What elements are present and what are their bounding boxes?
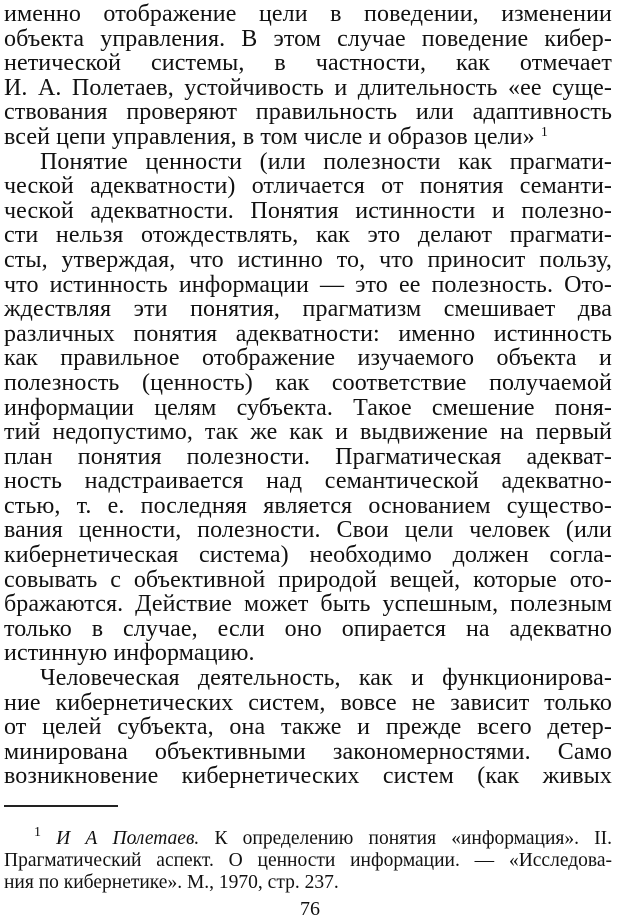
- text-line-content: что истинность информации — это ее полезность. Ото-: [4, 271, 612, 298]
- text-line-content: Человеческая деятельность, как и функционирова-: [40, 665, 612, 692]
- footnote-separator: [4, 805, 118, 807]
- footnote-line: Прагматический аспект. О ценности информации. — «Исследова-: [4, 850, 612, 871]
- text-line: [4, 346, 612, 371]
- text-line-content: информации целям субъекта. Такое смешение поня-: [4, 394, 612, 421]
- text-line-content: минирована объективными закономерностями. Само: [4, 738, 612, 765]
- text-line: [4, 469, 612, 494]
- text-line: [4, 396, 612, 421]
- text-line: [4, 371, 612, 396]
- text-line-content: Понятие ценности (или полезности как прагмати-: [40, 148, 612, 175]
- text-line: [4, 568, 612, 593]
- text-line: [4, 125, 612, 150]
- text-line-content: стью, т. е. последняя является основанием существо-: [4, 492, 612, 519]
- text-line: [4, 150, 612, 175]
- text-line: [4, 543, 612, 568]
- text-line: [4, 174, 612, 199]
- footnote-line: ния по кибернетике». М., 1970, стр. 237.: [4, 872, 339, 893]
- text-line: [4, 592, 612, 617]
- text-line-content: И. А. Полетаев, устойчивость и длительность «ее суще-: [4, 74, 612, 101]
- text-line: [4, 273, 612, 298]
- text-line-content: всей цепи управления, в том числе и образов цели»: [4, 123, 535, 150]
- text-line-content: ствования проверяют правильность или адаптивность: [4, 99, 612, 126]
- text-line: [4, 740, 612, 765]
- text-line-content: сти нельзя отождествлять, как это делают прагмати-: [4, 222, 612, 249]
- text-line: [4, 445, 612, 470]
- text-line: [4, 199, 612, 224]
- text-line-content: совывать с объективной природой вещей, которые ото-: [4, 566, 612, 593]
- text-line: [4, 494, 612, 519]
- text-line: [4, 248, 612, 273]
- text-line: [4, 420, 612, 445]
- text-line: [4, 764, 612, 789]
- text-line: [4, 2, 612, 27]
- text-line-content: ческой адекватности) отличается от понятия семанти-: [4, 173, 612, 200]
- text-line-content: ждествляя эти понятия, прагматизм смешивает два: [4, 296, 612, 323]
- footnote-line: [4, 825, 613, 850]
- footnote-author: И А Полетаев.: [56, 828, 200, 849]
- text-line: [4, 715, 612, 740]
- text-line-content: бражаются. Действие может быть успешным, полезным: [4, 591, 612, 618]
- text-line: [4, 27, 612, 52]
- text-line-content: ность надстраивается над семантической адекватно-: [4, 468, 612, 495]
- text-line: [4, 617, 612, 642]
- body-text: [4, 2, 612, 789]
- text-line-content: сты, утверждая, что истинно то, что приносит пользу,: [4, 246, 612, 273]
- text-line: [4, 518, 612, 543]
- footnote-marker: 1: [34, 825, 41, 840]
- text-line: [4, 691, 612, 716]
- text-line-content: тий недопустимо, так же как и выдвижение на первый: [4, 419, 612, 446]
- text-line-content: план понятия полезности. Прагматическая адекват-: [4, 443, 612, 470]
- text-line-content: только в случае, если оно опирается на адекватно: [4, 615, 612, 642]
- footnote-title: К определению понятия «информация». II.: [214, 828, 613, 849]
- text-line: [4, 100, 612, 125]
- text-line-content: именно отображение цели в поведении, изменении: [4, 1, 612, 27]
- text-line-content: полезность (ценность) как соответствие получаемой: [4, 369, 612, 396]
- text-line-content: объекта управления. В этом случае поведение кибер-: [4, 25, 612, 52]
- text-line-content: вания ценности, полезности. Свои цели человек (или: [4, 517, 612, 544]
- text-line-content: нетической системы, в частности, как отмечает: [4, 50, 612, 77]
- text-line-content: как правильное отображение изучаемого объекта и: [4, 345, 612, 372]
- text-line: [4, 666, 612, 691]
- text-line: [4, 322, 612, 347]
- footnote-reference[interactable]: 1: [540, 124, 548, 140]
- text-line: [4, 297, 612, 322]
- text-line: [4, 76, 612, 101]
- text-line: [4, 223, 612, 248]
- text-line-content: кибернетическая система) необходимо должен согла-: [4, 542, 612, 569]
- text-line: [4, 51, 612, 76]
- text-line-content: возникновение кибернетических систем (как живых: [4, 763, 612, 790]
- page-number: 76: [300, 898, 320, 920]
- footnote: [4, 825, 613, 894]
- text-line-content: различных понятия адекватности: именно истинность: [4, 320, 612, 347]
- text-line-content: ческой адекватности. Понятия истинности и полезно-: [4, 197, 612, 224]
- text-line: [4, 641, 612, 666]
- text-line-content: истинную информацию.: [4, 640, 255, 667]
- text-line-content: ние кибернетических систем, вовсе не зависит только: [4, 689, 612, 716]
- text-line-content: от целей субъекта, она также и прежде всего детер-: [4, 714, 612, 741]
